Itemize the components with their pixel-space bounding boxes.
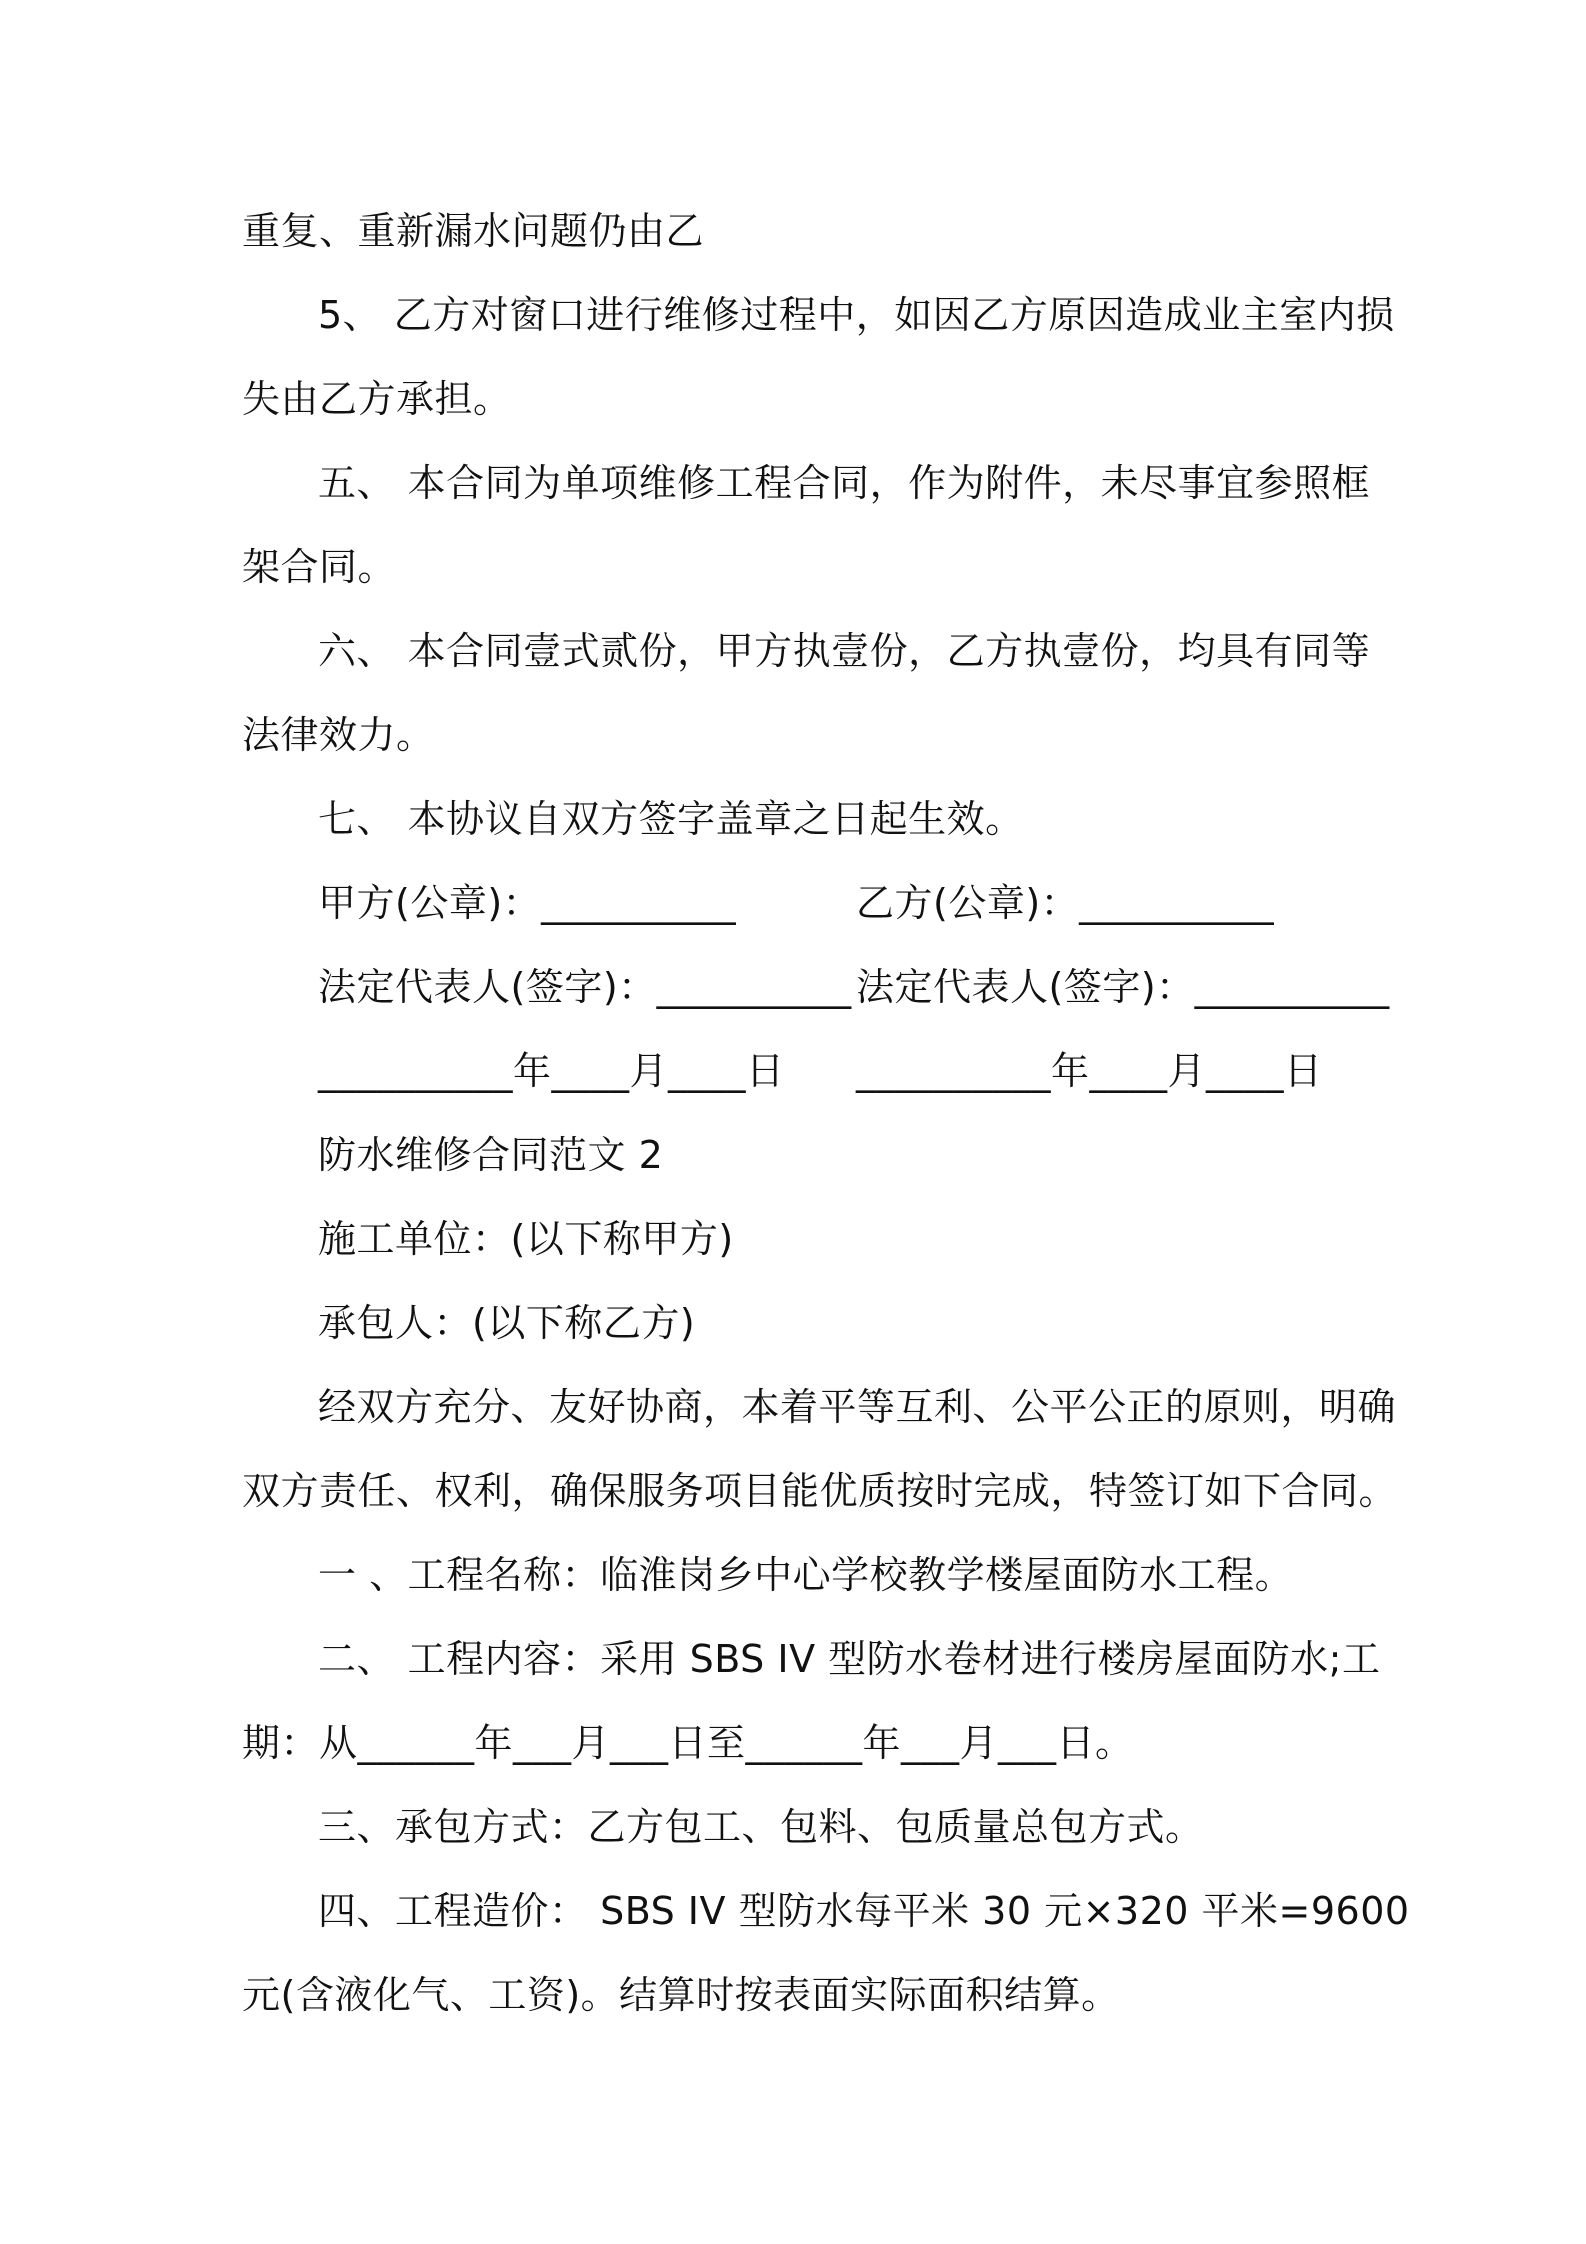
- clause-line: 期：从______年___月___日至______年___月___日。: [242, 1721, 1134, 1765]
- text-line: 失由乙方承担。: [242, 377, 512, 421]
- clause-line: 二、 工程内容：采用 SBS IV 型防水卷材进行楼房屋面防水;工: [318, 1637, 1381, 1681]
- clause-line: 一 、工程名称：临淮岗乡中心学校教学楼屋面防水工程。: [318, 1553, 1294, 1597]
- clause-line: 四、工程造价： SBS IV 型防水每平米 30 元×320 平米=9600: [318, 1889, 1410, 1933]
- text-line: 七、 本协议自双方签字盖章之日起生效。: [318, 797, 1024, 841]
- clause-line: 三、承包方式：乙方包工、包料、包质量总包方式。: [318, 1805, 1204, 1849]
- intro-line: 双方责任、权利，确保服务项目能优质按时完成，特签订如下合同。: [242, 1469, 1398, 1513]
- text-line: 法律效力。: [242, 713, 435, 757]
- text-line: 五、 本合同为单项维修工程合同，作为附件，未尽事宜参照框: [318, 461, 1371, 505]
- party-a-seal-field: 甲方(公章)：__________: [318, 881, 737, 925]
- party-a-representative-field: 法定代表人(签字)：__________: [318, 965, 852, 1009]
- party-b-seal-field: 乙方(公章)：__________: [856, 881, 1275, 925]
- party-a-date-field: __________年____月____日: [318, 1049, 785, 1093]
- text-line: 重复、重新漏水问题仍由乙: [242, 209, 705, 253]
- text-line: 六、 本合同壹式贰份，甲方执壹份，乙方执壹份，均具有同等: [318, 629, 1371, 673]
- section-title: 防水维修合同范文 2: [318, 1133, 664, 1177]
- text-line: 架合同。: [242, 545, 397, 589]
- contractor-line: 承包人：(以下称乙方): [318, 1301, 696, 1345]
- text-line: 5、 乙方对窗口进行维修过程中，如因乙方原因造成业主室内损: [318, 293, 1395, 337]
- clause-line: 元(含液化气、工资)。结算时按表面实际面积结算。: [242, 1973, 1120, 2017]
- party-b-representative-field: 法定代表人(签字)：__________: [856, 965, 1390, 1009]
- builder-line: 施工单位：(以下称甲方): [318, 1217, 734, 1261]
- intro-line: 经双方充分、友好协商，本着平等互利、公平公正的原则，明确: [318, 1385, 1397, 1429]
- party-b-date-field: __________年____月____日: [856, 1049, 1323, 1093]
